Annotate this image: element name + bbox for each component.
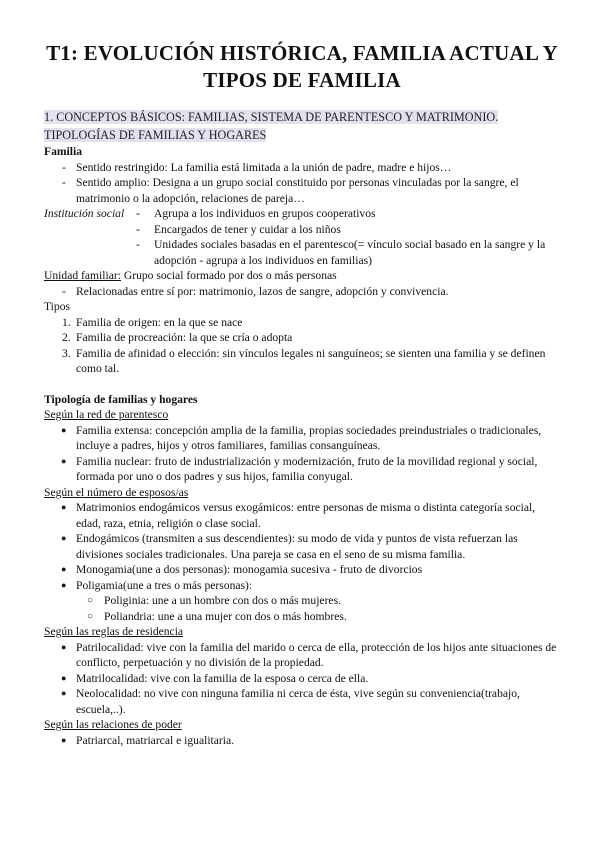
list-item: ● Poligamia(une a tres o más personas): [61,578,253,592]
familia-heading: Familia [44,145,82,158]
section-heading-wrap [44,108,504,144]
list-item: ● Familia extensa: concepción amplia de la familia, propias sociedades preindustriales o tradicionales, incluye a padres, hijos y otros familiares, familias consanguíneas. [61,423,542,452]
list-item: - Unidades sociales basadas en el parentesco(= vínculo social basado en la sangre y la adopción - agrupa a los individuos en familias) [136,238,546,267]
section-heading: 1. CONCEPTOS BÁSICOS: FAMILIAS, SISTEMA DE PARENTESCO Y MATRIMONIO. TIPOLOGÍAS DE FAMILIAS Y HOGARES [44,110,499,142]
list-item: ● Matrilocalidad: vive con la familia de la esposa o cerca de ella. [61,671,369,685]
residencia-label: Según las reglas de residencia [44,625,184,638]
list-item: ● Neolocalidad: no vive con ninguna familia ni cerca de ésta, vive según su conveniencia(trabajo, escuela,..). [61,687,520,716]
list-item: - Encargados de tener y cuidar a los niños [136,222,341,236]
unidad-text: Grupo social formado por dos o más personas [120,269,337,282]
esposos-label: Según el número de esposos/as [44,485,189,499]
list-item: ● Endogámicos (transmiten a sus descendientes): su modo de vida y puntos de vista refuerzan las divisiones sociales tradicionales. Una pareja se casa en el seno de su misma familia. [61,532,518,561]
poder-label: Según las relaciones de poder [44,718,182,731]
list-item: 3. Familia de afinidad o elección: sin vínculos legales ni sanguíneos; se sienten una familia y se definen como tal. [62,346,546,375]
unidad-line [44,268,560,284]
list-item: - Sentido restringido: La familia está limitada a la unión de padre, madre e hijos… [62,160,452,174]
list-item: 2. Familia de procreación: la que se cría o adopta [62,331,293,344]
unidad-label: Unidad familiar: [44,269,121,282]
list-item: - Relacionadas entre sí por: matrimonio, lazos de sangre, adopción y convivencia. [62,284,449,298]
list-item: ● Patrilocalidad: vive con la familia del marido o cerca de ella, protección de los hijos ante situaciones de conflicto, perpetuación y no división de la propiedad. [61,640,557,669]
esposos-list [44,500,560,593]
list-item: ● Matrimonios endogámicos versus exogámicos: entre personas de misma o distinta categoría social, edad, raza, etnia, religión o clase social. [61,501,536,530]
document-title: T1: EVOLUCIÓN HISTÓRICA, FAMILIA ACTUAL Y TIPOS DE FAMILIA [46,41,558,92]
list-item: - Sentido amplio: Designa a un grupo social constituido por personas vinculadas por la sangre, el matrimonio o la adopción, relaciones de pareja… [62,176,519,205]
tipos-label: Tipos [44,300,71,313]
familia-list [44,160,560,207]
list-item: ○ Poliginia: une a un hombre con dos o más mujeres. [87,594,341,607]
list-item: - Agrupa a los individuos en grupos cooperativos [136,207,376,220]
list-item: ● Patriarcal, matriarcal e igualitaria. [61,733,235,747]
red-label: Según la red de parentesco [44,408,169,421]
list-item: ● Monogamia(une a dos personas): monogamia sucesiva - fruto de divorcios [61,563,423,576]
tipologia-heading: Tipología de familias y hogares [44,392,198,406]
list-item: ● Familia nuclear: fruto de industrialización y modernización, fruto de la movilidad regional y social, formada por uno o dos padres y sus hijos, familia conyugal. [61,454,538,483]
document-page [44,40,560,748]
residencia-list [44,640,560,718]
institucion-block [44,206,560,268]
list-item: ○ Poliandria: une a una mujer con dos o más hombres. [87,609,347,623]
poligamia-sublist [44,593,560,624]
poder-list [44,733,560,749]
list-item: 1. Familia de origen: en la que se nace [62,315,243,329]
tipos-list [44,315,560,377]
unidad-list [44,284,560,300]
institucion-label: Institución social [44,207,125,220]
red-list [44,423,560,485]
institucion-list [44,206,560,268]
